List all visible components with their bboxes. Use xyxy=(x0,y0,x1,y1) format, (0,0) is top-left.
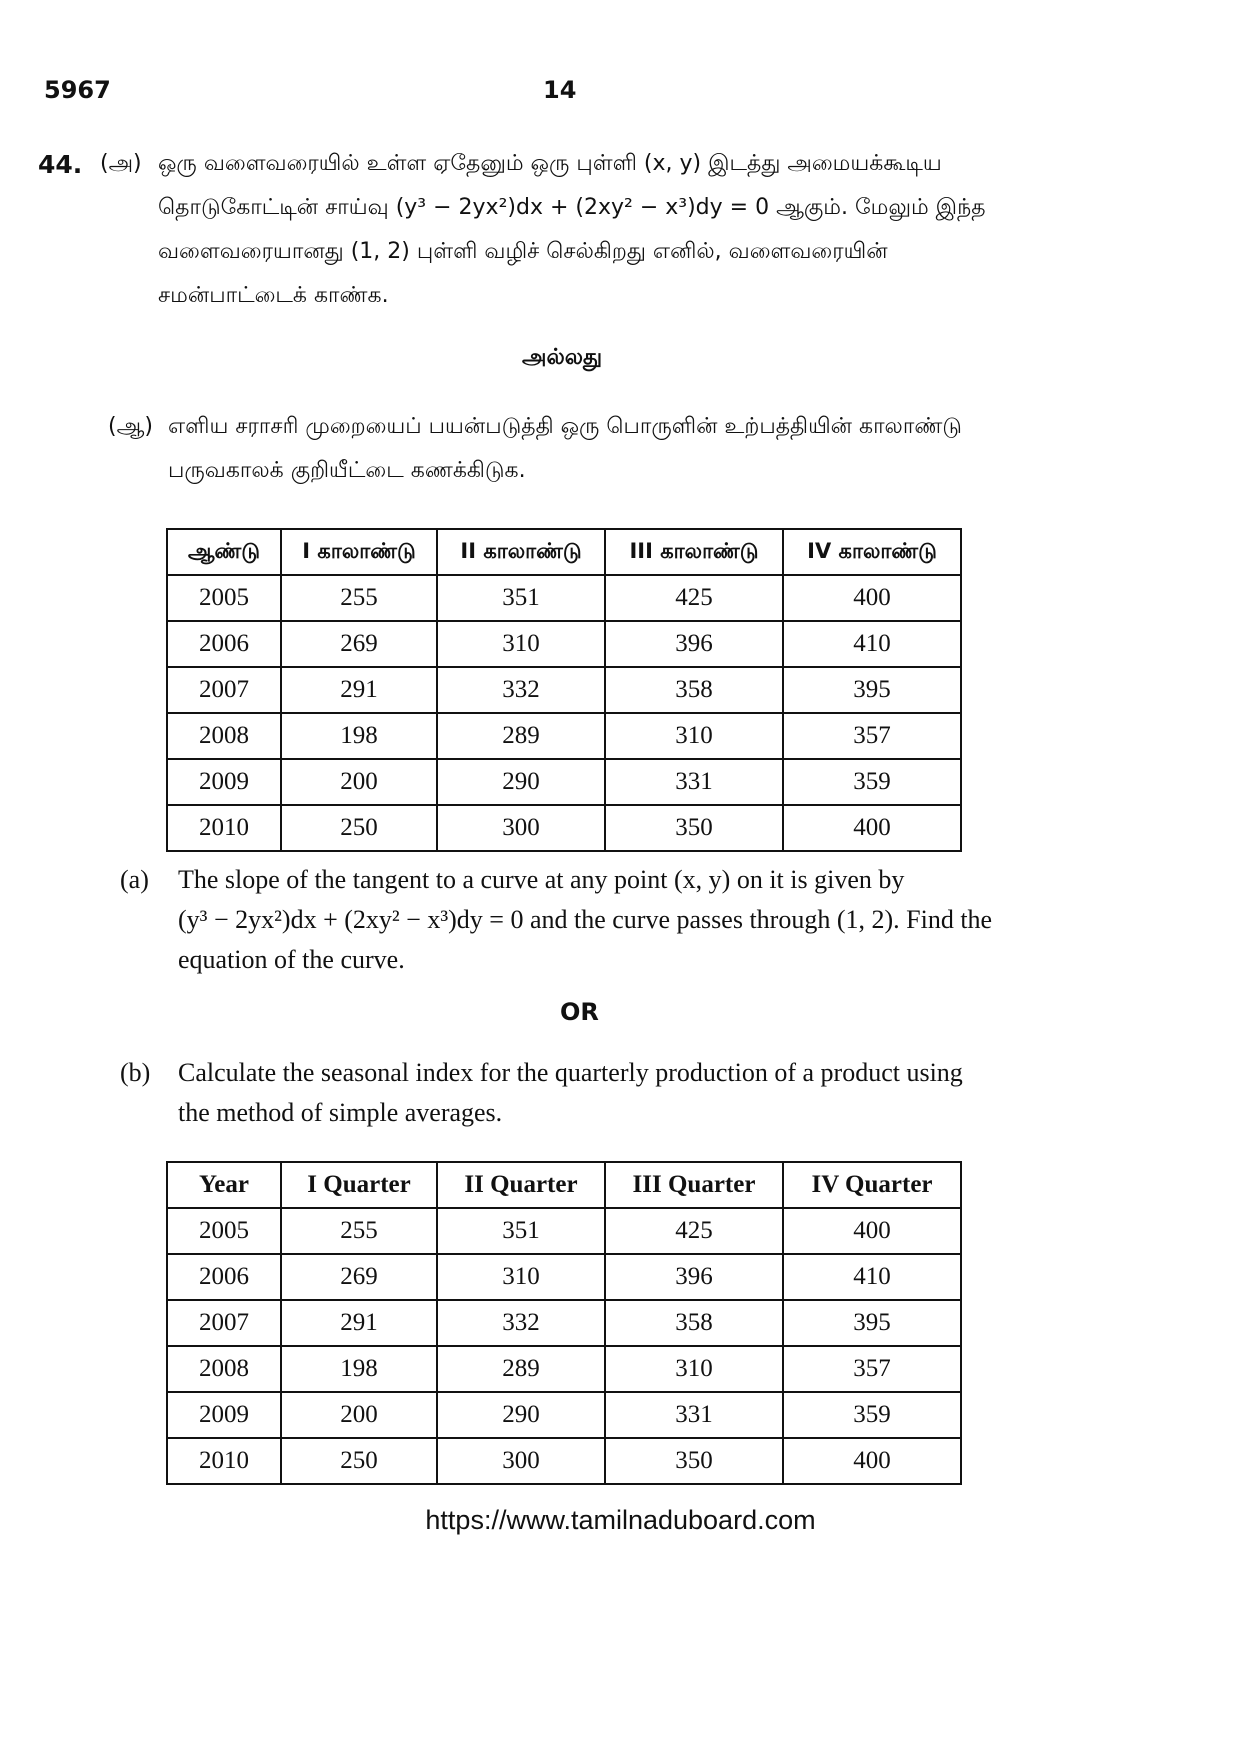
cell-q3: 358 xyxy=(605,1300,783,1346)
cell-q1: 269 xyxy=(281,621,437,667)
table-row xyxy=(167,575,961,621)
cell-q1: 291 xyxy=(281,1300,437,1346)
cell-q4: 357 xyxy=(783,1346,961,1392)
cell-q1: 198 xyxy=(281,713,437,759)
cell-q4: 359 xyxy=(783,1392,961,1438)
cell-q1: 269 xyxy=(281,1254,437,1300)
cell-q2: 290 xyxy=(437,1392,605,1438)
cell-year: 2010 xyxy=(167,1438,281,1484)
cell-q1: 255 xyxy=(281,1208,437,1254)
english-a-line: The slope of the tangent to a curve at any point (x, y) on it is given by xyxy=(178,865,905,894)
page-number: 14 xyxy=(543,76,577,104)
table-header-row xyxy=(167,529,961,575)
header-q2: II Quarter xyxy=(437,1162,605,1208)
cell-year: 2007 xyxy=(167,1300,281,1346)
cell-q2: 310 xyxy=(437,621,605,667)
cell-year: 2009 xyxy=(167,759,281,805)
tamil-b-line: எளிய சராசரி முறையைப் பயன்படுத்தி ஒரு பொருளின் உற்பத்தியின் காலாண்டு xyxy=(168,414,962,439)
english-a-line: equation of the curve. xyxy=(178,945,405,974)
table-row xyxy=(167,621,961,667)
cell-q2: 332 xyxy=(437,1300,605,1346)
cell-q1: 200 xyxy=(281,759,437,805)
cell-q3: 396 xyxy=(605,621,783,667)
english-part-a-text xyxy=(178,860,1040,980)
cell-year: 2006 xyxy=(167,1254,281,1300)
cell-q2: 351 xyxy=(437,1208,605,1254)
cell-q4: 395 xyxy=(783,1300,961,1346)
table-row xyxy=(167,1438,961,1484)
cell-year: 2005 xyxy=(167,575,281,621)
cell-year: 2007 xyxy=(167,667,281,713)
cell-q3: 331 xyxy=(605,1392,783,1438)
cell-year: 2008 xyxy=(167,713,281,759)
cell-q3: 310 xyxy=(605,1346,783,1392)
tamil-a-line: ஒரு வளைவரையில் உள்ள ஏதேனும் ஒரு புள்ளி (x, y) இடத்து அமையக்கூடிய xyxy=(158,151,942,176)
cell-q1: 291 xyxy=(281,667,437,713)
cell-q1: 250 xyxy=(281,1438,437,1484)
cell-q3: 396 xyxy=(605,1254,783,1300)
header-year: ஆண்டு xyxy=(167,529,281,575)
cell-q2: 310 xyxy=(437,1254,605,1300)
cell-q4: 400 xyxy=(783,1208,961,1254)
table-row xyxy=(167,1392,961,1438)
header-q4: IV Quarter xyxy=(783,1162,961,1208)
english-a-line: (y³ − 2yx²)dx + (2xy² − x³)dy = 0 and the curve passes through (1, 2). Find the xyxy=(178,905,993,934)
cell-q4: 400 xyxy=(783,1438,961,1484)
cell-year: 2005 xyxy=(167,1208,281,1254)
cell-year: 2009 xyxy=(167,1392,281,1438)
tamil-a-line: வளைவரையானது (1, 2) புள்ளி வழிச் செல்கிறது எனில், வளைவரையின் xyxy=(158,239,888,264)
table-row xyxy=(167,1208,961,1254)
cell-q2: 290 xyxy=(437,759,605,805)
cell-q2: 289 xyxy=(437,713,605,759)
header-q2: II காலாண்டு xyxy=(437,529,605,575)
cell-q2: 351 xyxy=(437,575,605,621)
header-q1: I Quarter xyxy=(281,1162,437,1208)
tamil-part-a-text xyxy=(158,142,1038,318)
tamil-part-b-text xyxy=(168,405,1038,493)
table-header-row xyxy=(167,1162,961,1208)
cell-q3: 425 xyxy=(605,575,783,621)
english-b-line: Calculate the seasonal index for the quarterly production of a product using xyxy=(178,1058,963,1087)
english-part-a-label: (a) xyxy=(120,865,149,894)
cell-q4: 410 xyxy=(783,621,961,667)
cell-q2: 300 xyxy=(437,805,605,851)
tamil-a-line: சமன்பாட்டைக் காண்க. xyxy=(158,283,389,308)
cell-q3: 331 xyxy=(605,759,783,805)
cell-q3: 310 xyxy=(605,713,783,759)
cell-q3: 425 xyxy=(605,1208,783,1254)
tamil-data-table xyxy=(166,528,962,852)
table-row xyxy=(167,1300,961,1346)
cell-q1: 200 xyxy=(281,1392,437,1438)
tamil-or-label: அல்லது xyxy=(522,345,603,370)
cell-year: 2010 xyxy=(167,805,281,851)
cell-q4: 410 xyxy=(783,1254,961,1300)
cell-q4: 400 xyxy=(783,575,961,621)
table-row xyxy=(167,805,961,851)
cell-q4: 359 xyxy=(783,759,961,805)
cell-q1: 255 xyxy=(281,575,437,621)
tamil-part-a-label: (அ) xyxy=(100,151,142,176)
cell-q1: 198 xyxy=(281,1346,437,1392)
cell-q4: 395 xyxy=(783,667,961,713)
english-data-table xyxy=(166,1161,962,1485)
cell-year: 2006 xyxy=(167,621,281,667)
footer-url: https://www.tamilnaduboard.com xyxy=(425,1505,816,1535)
tamil-b-line: பருவகாலக் குறியீட்டை கணக்கிடுக. xyxy=(168,458,526,483)
table-row xyxy=(167,759,961,805)
english-or-label: OR xyxy=(560,998,599,1026)
header-q3: III காலாண்டு xyxy=(605,529,783,575)
cell-q4: 357 xyxy=(783,713,961,759)
cell-q3: 358 xyxy=(605,667,783,713)
tamil-part-b-label: (ஆ) xyxy=(108,414,153,439)
cell-q1: 250 xyxy=(281,805,437,851)
paper-code: 5967 xyxy=(44,76,111,104)
table-row xyxy=(167,1254,961,1300)
header-q1: I காலாண்டு xyxy=(281,529,437,575)
table-row xyxy=(167,667,961,713)
question-number: 44. xyxy=(38,150,83,179)
tamil-a-line: தொடுகோட்டின் சாய்வு (y³ − 2yx²)dx + (2xy² − x³)dy = 0 ஆகும். மேலும் இந்த xyxy=(158,195,986,220)
cell-year: 2008 xyxy=(167,1346,281,1392)
cell-q3: 350 xyxy=(605,805,783,851)
cell-q3: 350 xyxy=(605,1438,783,1484)
header-q4: IV காலாண்டு xyxy=(783,529,961,575)
cell-q2: 300 xyxy=(437,1438,605,1484)
english-b-line: the method of simple averages. xyxy=(178,1098,503,1127)
english-part-b-text xyxy=(178,1053,1040,1133)
english-part-b-label: (b) xyxy=(120,1058,151,1087)
cell-q2: 289 xyxy=(437,1346,605,1392)
cell-q2: 332 xyxy=(437,667,605,713)
cell-q4: 400 xyxy=(783,805,961,851)
table-row xyxy=(167,1346,961,1392)
table-row xyxy=(167,713,961,759)
header-year: Year xyxy=(167,1162,281,1208)
header-q3: III Quarter xyxy=(605,1162,783,1208)
